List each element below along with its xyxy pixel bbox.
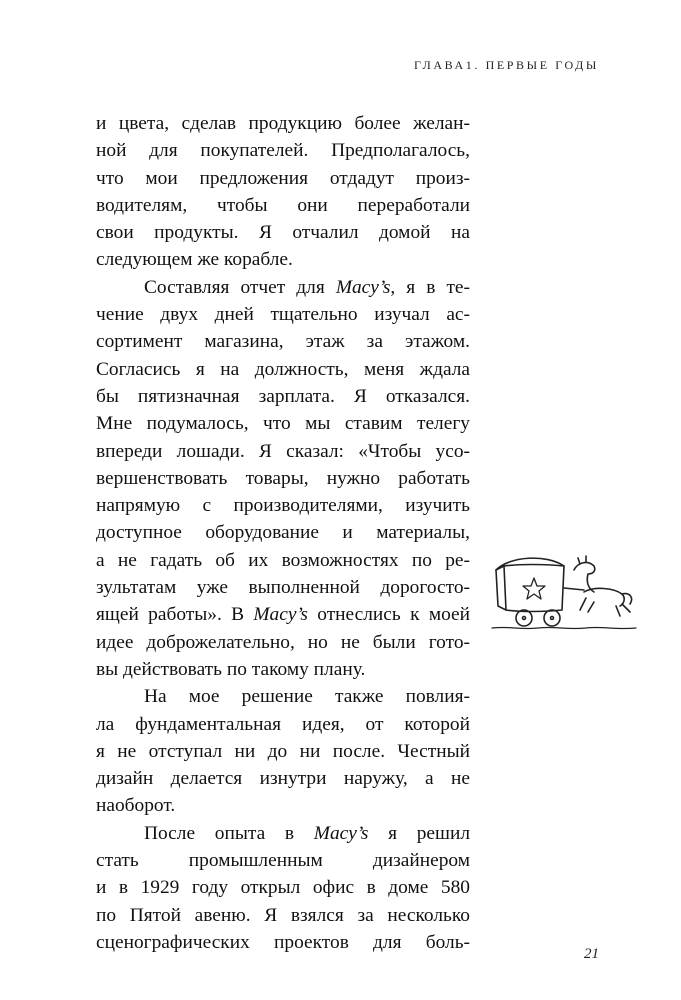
text-line: что мои предложения отдадут произ- — [96, 167, 470, 189]
text-line: стать промышленным дизайнером — [96, 850, 470, 872]
text-line: впереди лошади. Я сказал: «Чтобы усо- — [96, 440, 470, 462]
brand-name: Macy’s — [253, 604, 308, 626]
ground-line — [492, 627, 636, 628]
text-line: Согласись я на должность, меня ждала — [96, 358, 470, 380]
text-line: ла фундаментальная идея, от которой — [96, 713, 470, 735]
text-line: идее доброжелательно, но не были гото- — [96, 631, 470, 653]
brand-name: Macy’s — [313, 822, 369, 844]
cart-before-horse-illustration — [490, 548, 640, 648]
brand-name: Macy’s — [335, 276, 391, 298]
page-number: 21 — [584, 946, 599, 962]
text-line: я не отступал ни до ни после. Честный — [96, 740, 470, 762]
text-line: бы пятизначная зарплата. Я отказался. — [96, 385, 470, 407]
text-line: напрямую с производителями, изучить — [96, 495, 470, 517]
text-line: следующем же корабле. — [96, 249, 293, 271]
text-line: сортимент магазина, этаж за этажом. — [96, 331, 470, 353]
text-line: ной для покупателей. Предполагалось, — [96, 140, 470, 162]
text-line: вы действовать по такому плану. — [96, 658, 366, 680]
wheel-icon — [516, 610, 532, 626]
body-text — [96, 110, 470, 956]
text-line: и цвета, сделав продукцию более желан- — [96, 113, 470, 134]
text-fragment: ящей работы». В — [96, 604, 254, 626]
text-line: наоборот. — [96, 795, 176, 817]
text-line: вершенствовать товары, нужно работать — [96, 467, 470, 489]
text-line: зультатам уже выполненной дорогосто- — [96, 577, 470, 599]
cart-shaft — [564, 588, 584, 590]
text-line: сценографических проектов для боль- — [96, 931, 470, 953]
text-line: Мне подумалось, что мы ставим телегу — [96, 413, 470, 435]
wheel-icon — [544, 610, 560, 626]
cart-body — [504, 565, 564, 612]
text-line: свои продукты. Я отчалил домой на — [96, 222, 470, 244]
text-line: а не гадать об их возможностях по ре- — [96, 549, 470, 571]
horse-legs — [580, 598, 630, 616]
wheel-icon — [523, 617, 526, 620]
text-line: по Пятой авеню. Я взялся за несколько — [96, 904, 470, 926]
star-icon — [523, 578, 545, 599]
text-line: чение двух дней тщательно изучал ас- — [96, 304, 470, 326]
wheel-icon — [551, 617, 554, 620]
text-fragment: я решил — [368, 822, 471, 844]
text-fragment: , я в те- — [390, 276, 470, 298]
horse-neck — [574, 563, 595, 592]
text-line: доступное оборудование и материалы, — [96, 522, 470, 544]
text-fragment: После опыта в — [144, 822, 314, 844]
text-line — [96, 820, 470, 847]
text-line: водителям, чтобы они переработали — [96, 194, 470, 216]
text-line — [96, 601, 470, 628]
text-line: На мое решение также повлия- — [144, 686, 470, 708]
text-line — [96, 274, 470, 301]
text-fragment: Составляя отчет для — [144, 276, 336, 298]
text-fragment: отнеслись к моей — [307, 604, 470, 626]
running-header: ГЛАВА1. ПЕРВЫЕ ГОДЫ — [414, 58, 599, 72]
text-line: и в 1929 году открыл офис в доме 580 — [96, 877, 470, 899]
horse-body — [584, 588, 624, 606]
text-line: дизайн делается изнутри наружу, а не — [96, 768, 470, 790]
